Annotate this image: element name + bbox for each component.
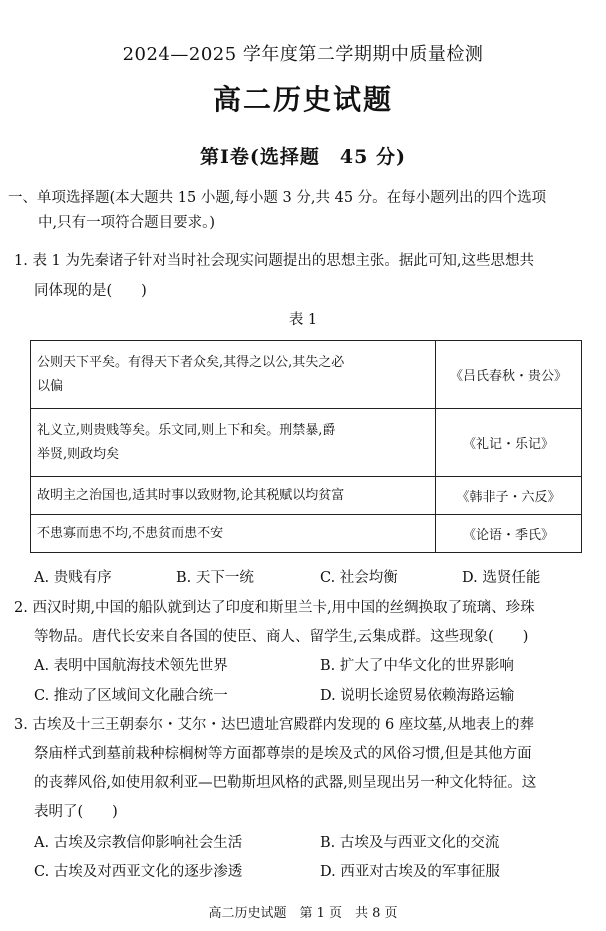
page-footer: 高二历史试题 第 1 页 共 8 页 <box>208 906 398 921</box>
q1-option-b: B. 天下一统 <box>176 570 254 586</box>
q2-stem-line-2: 等物品。唐代长安来自各国的使臣、商人、留学生,云集成群。这些现象( ) <box>34 629 529 645</box>
q1-option-a: A. 贵贱有序 <box>34 570 112 586</box>
q1-option-d: D. 选贤任能 <box>462 570 541 586</box>
q3-option-b: B. 古埃及与西亚文化的交流 <box>320 835 500 851</box>
q3-option-c: C. 古埃及对西亚文化的逐步渗透 <box>34 864 243 880</box>
quote-cell: 礼义立,则贵贱等矣。乐文同,则上下和矣。刑禁暴,爵 举贤,则政均矣 <box>31 409 436 477</box>
q3-stem-line-2: 祭庙样式到墓前栽种棕榈树等方面都尊崇的是埃及式的风俗习惯,但是其他方面 <box>34 746 532 762</box>
q3-option-a: A. 古埃及宗教信仰影响社会生活 <box>34 835 243 851</box>
q1-stem-line-2: 同体现的是( ) <box>34 283 147 299</box>
q3-stem-line-4: 表明了( ) <box>34 804 118 820</box>
section-title: 第Ⅰ卷(选择题 45 分) <box>200 146 406 168</box>
source-cell: 《韩非子・六反》 <box>436 477 582 515</box>
source-cell: 《礼记・乐记》 <box>436 409 582 477</box>
q1-stem-line-1: 1. 表 1 为先秦诸子针对当时社会现实问题提出的思想主张。据此可知,这些思想共 <box>14 253 534 269</box>
q3-stem-line-1: 3. 古埃及十三王朝泰尔・艾尔・达巴遗址宫殿群内发现的 6 座坟墓,从地表上的葬 <box>14 717 534 733</box>
quote-cell: 不患寡而患不均,不患贫而患不安 <box>31 515 436 553</box>
exam-header: 2024—2025 学年度第二学期期中质量检测 <box>122 44 484 65</box>
q2-option-d: D. 说明长途贸易依赖海路运输 <box>320 688 515 704</box>
quote-cell: 公则天下平矣。有得天下者众矣,其得之以公,其失之必 以偏 <box>31 341 436 409</box>
quote-cell: 故明主之治国也,适其时事以致财物,论其税赋以均贫富 <box>31 477 436 515</box>
paper-title: 高二历史试题 <box>212 83 393 116</box>
table-row <box>31 515 582 553</box>
table-row <box>31 477 582 515</box>
q1-option-c: C. 社会均衡 <box>320 570 398 586</box>
q3-option-d: D. 西亚对古埃及的军事征服 <box>320 864 500 880</box>
q2-stem-line-1: 2. 西汉时期,中国的船队就到达了印度和斯里兰卡,用中国的丝绸换取了琉璃、珍珠 <box>14 600 535 616</box>
instructions-line-2: 中,只有一项符合题目要求。) <box>38 215 216 231</box>
q2-option-a: A. 表明中国航海技术领先世界 <box>34 658 228 674</box>
source-cell: 《吕氏春秋・贵公》 <box>436 341 582 409</box>
table-row <box>31 409 582 477</box>
q2-option-c: C. 推动了区域间文化融合统一 <box>34 688 228 704</box>
source-cell: 《论语・季氏》 <box>436 515 582 553</box>
table-caption: 表 1 <box>288 312 318 328</box>
table-row <box>31 341 582 409</box>
q2-option-b: B. 扩大了中华文化的世界影响 <box>320 658 514 674</box>
q1-table <box>30 340 582 553</box>
q3-stem-line-3: 的丧葬风俗,如使用叙利亚—巴勒斯坦风格的武器,则呈现出另一种文化特征。这 <box>34 775 537 791</box>
instructions-line-1: 一、单项选择题(本大题共 15 小题,每小题 3 分,共 45 分。在每小题列出的四个选项 <box>8 190 547 206</box>
